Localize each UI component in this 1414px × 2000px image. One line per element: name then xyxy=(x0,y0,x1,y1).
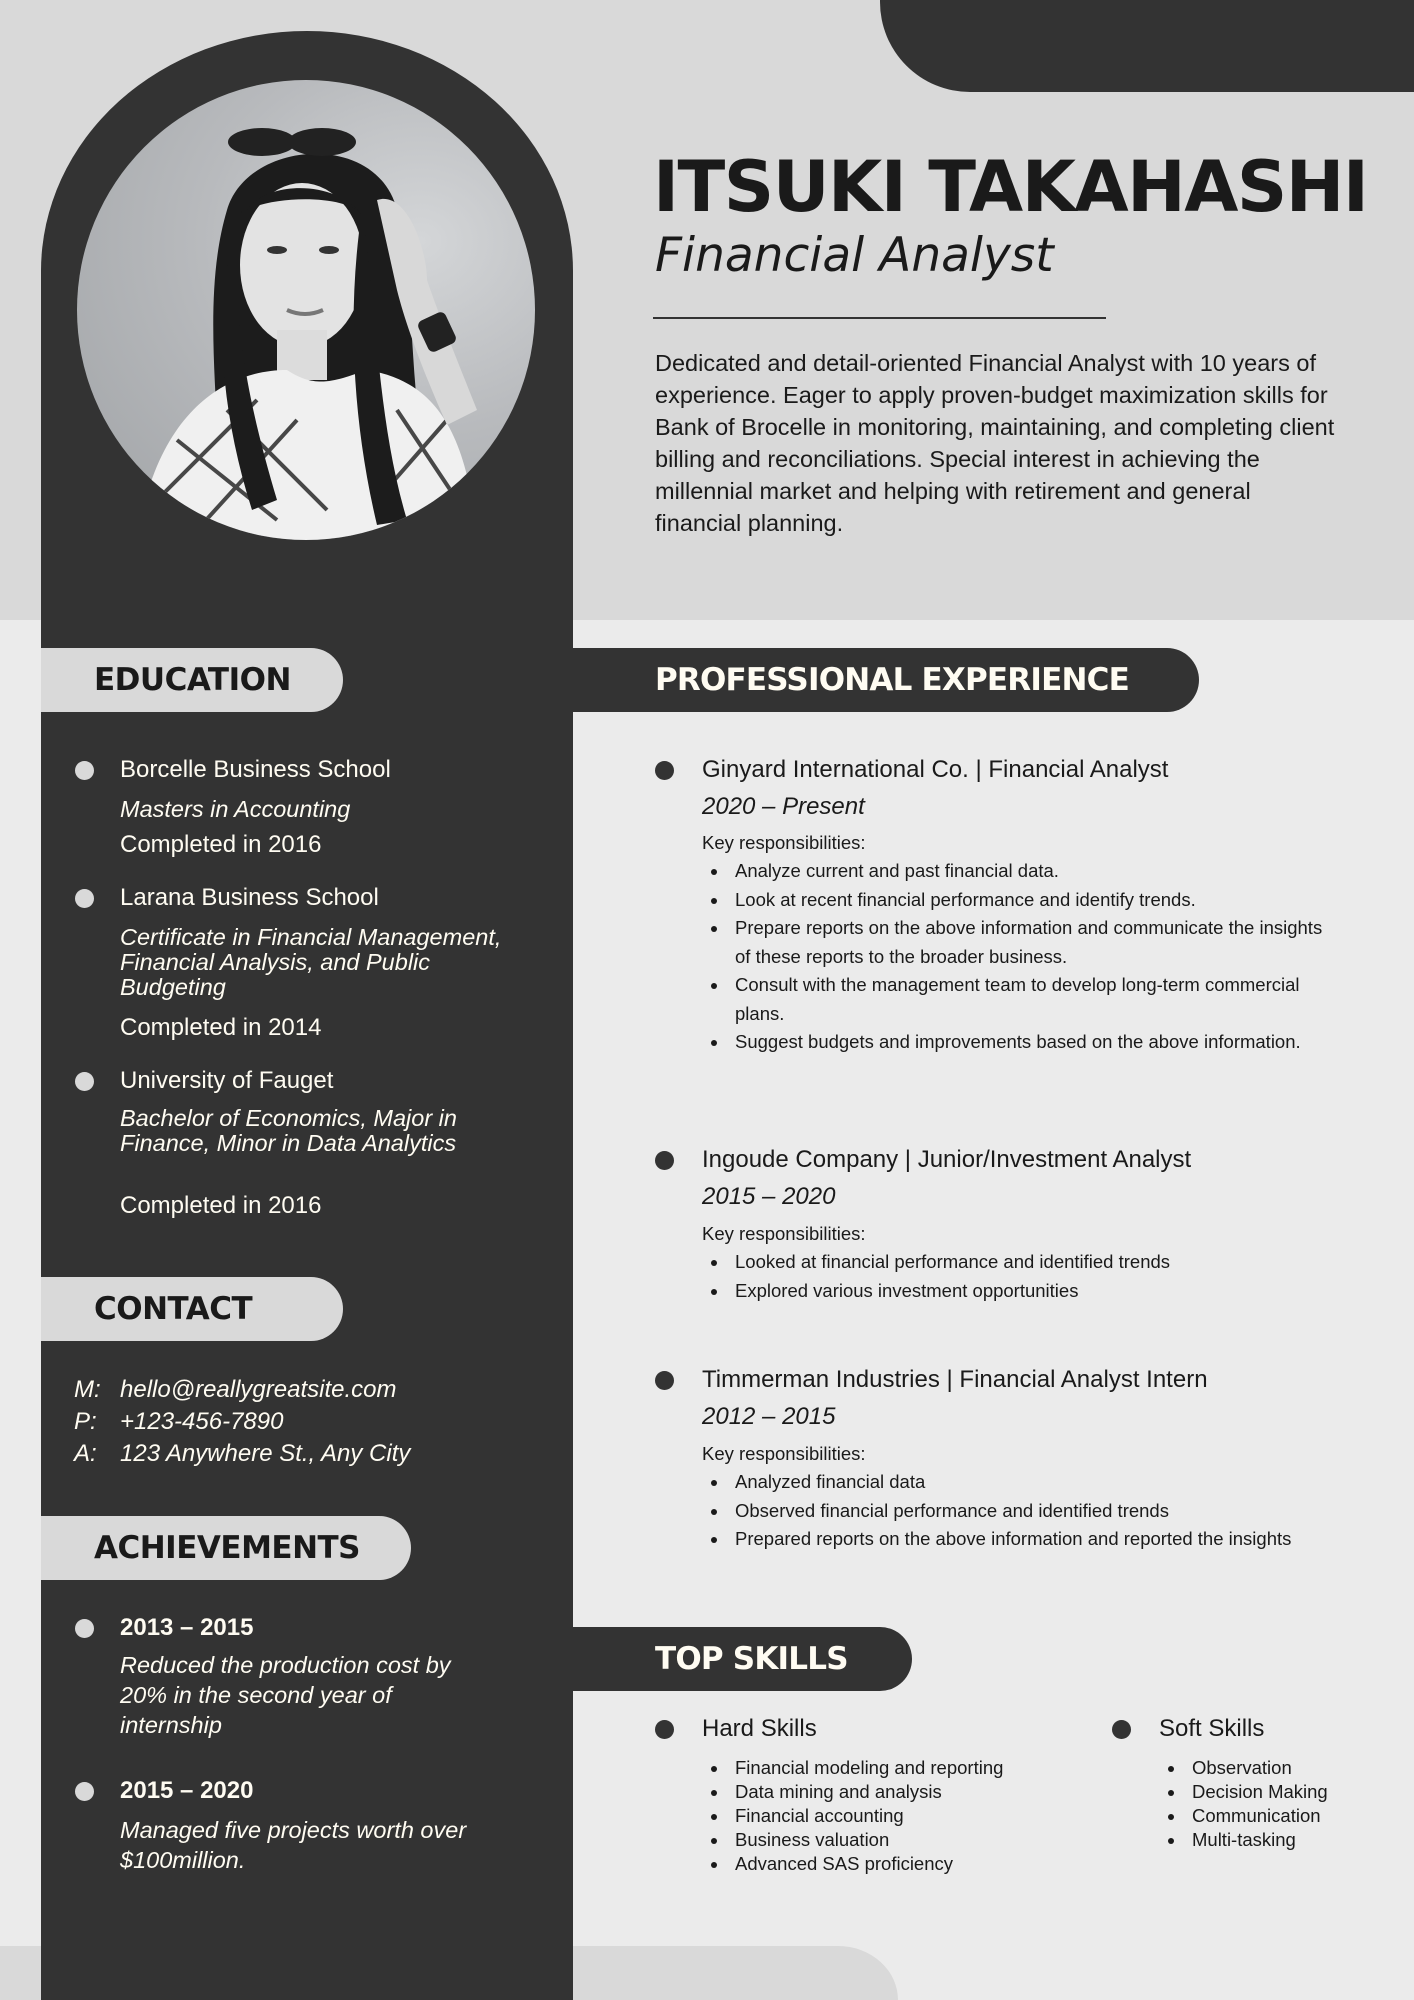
bullet-dot-icon xyxy=(655,761,674,780)
hard-skills-list xyxy=(702,1756,1122,1876)
header-divider xyxy=(653,317,1106,319)
candidate-role: Financial Analyst xyxy=(655,228,1054,283)
responsibility-item: Analyze current and past financial data. xyxy=(702,857,1342,886)
skill-item: Communication xyxy=(1159,1804,1409,1828)
achievement-text: Managed five projects worth over $100million. xyxy=(120,1817,467,1873)
job-responsibilities xyxy=(702,1248,1342,1305)
profile-photo xyxy=(77,80,535,540)
bullet-dot-icon xyxy=(1112,1720,1131,1739)
skill-item: Multi-tasking xyxy=(1159,1828,1409,1852)
education-school: Larana Business School xyxy=(120,884,379,911)
responsibility-item: Explored various investment opportunities xyxy=(702,1277,1342,1306)
skill-item: Financial accounting xyxy=(702,1804,1122,1828)
education-school: University of Fauget xyxy=(120,1067,334,1094)
skill-item: Business valuation xyxy=(702,1828,1122,1852)
job-responsibilities xyxy=(702,1468,1342,1554)
bullet-dot-icon xyxy=(75,1072,94,1091)
soft-skills-title: Soft Skills xyxy=(1159,1715,1265,1742)
candidate-name: ITSUKI TAKAHASHI xyxy=(653,146,1368,228)
contact-phone-row xyxy=(74,1406,554,1438)
job-period: 2020 – Present xyxy=(702,793,865,820)
skills-heading: TOP SKILLS xyxy=(573,1627,912,1691)
responsibility-item: Prepared reports on the above information and reported the insights xyxy=(702,1525,1342,1554)
education-completed: Completed in 2016 xyxy=(120,1192,322,1219)
contact-label: P: xyxy=(74,1408,97,1435)
soft-skills-list xyxy=(1159,1756,1409,1852)
bullet-dot-icon xyxy=(655,1720,674,1739)
contact-email-row xyxy=(74,1374,554,1406)
contact-list xyxy=(74,1374,554,1470)
job-period: 2015 – 2020 xyxy=(702,1183,836,1210)
bullet-dot-icon xyxy=(75,761,94,780)
portrait-photo-icon xyxy=(77,80,535,540)
bullet-dot-icon xyxy=(75,1619,94,1638)
responsibility-item: Consult with the management team to develop long-term commercial plans. xyxy=(702,971,1342,1028)
achievement-period: 2013 – 2015 xyxy=(120,1614,254,1641)
responsibility-item: Analyzed financial data xyxy=(702,1468,1342,1497)
bullet-dot-icon xyxy=(655,1371,674,1390)
skill-item: Decision Making xyxy=(1159,1780,1409,1804)
contact-email[interactable]: hello@reallygreatsite.com xyxy=(120,1376,397,1403)
education-degree: Masters in Accounting xyxy=(120,796,351,822)
key-responsibilities-label: Key responsibilities: xyxy=(702,1443,866,1464)
job-responsibilities xyxy=(702,857,1342,1057)
bullet-dot-icon xyxy=(655,1151,674,1170)
education-completed: Completed in 2016 xyxy=(120,831,322,858)
key-responsibilities-label: Key responsibilities: xyxy=(702,1223,866,1244)
skill-item: Advanced SAS proficiency xyxy=(702,1852,1122,1876)
contact-heading: CONTACT xyxy=(41,1277,343,1341)
achievements-heading: ACHIEVEMENTS xyxy=(41,1516,411,1580)
responsibility-item: Prepare reports on the above information and communicate the insights of these reports to the broader business. xyxy=(702,914,1342,971)
contact-phone[interactable]: +123-456-7890 xyxy=(120,1408,284,1435)
contact-label: A: xyxy=(74,1440,97,1467)
education-completed: Completed in 2014 xyxy=(120,1014,322,1041)
experience-heading: PROFESSIONAL EXPERIENCE xyxy=(573,648,1199,712)
achievement-text: Reduced the production cost by 20% in the second year of internship xyxy=(120,1652,451,1738)
hard-skills-title: Hard Skills xyxy=(702,1715,817,1742)
job-title: Timmerman Industries | Financial Analyst Intern xyxy=(702,1366,1208,1393)
achievement-period: 2015 – 2020 xyxy=(120,1777,254,1804)
job-title: Ginyard International Co. | Financial Analyst xyxy=(702,756,1169,783)
contact-label: M: xyxy=(74,1376,101,1403)
education-school: Borcelle Business School xyxy=(120,756,391,783)
education-degree: Bachelor of Economics, Major in Finance, Minor in Data Analytics xyxy=(120,1105,457,1156)
job-title: Ingoude Company | Junior/Investment Analyst xyxy=(702,1146,1192,1173)
bullet-dot-icon xyxy=(75,1782,94,1801)
responsibility-item: Look at recent financial performance and identify trends. xyxy=(702,886,1342,915)
contact-address: 123 Anywhere St., Any City xyxy=(120,1440,411,1467)
bullet-dot-icon xyxy=(75,889,94,908)
profile-summary: Dedicated and detail-oriented Financial Analyst with 10 years of experience. Eager to apply proven-budget maximization skills for Bank of Brocelle in monitoring, maintaining, and completing client billing and reconciliations. Special interest in achieving the millennial market and helping with retirement and general financial planning. xyxy=(655,350,1335,536)
education-degree: Certificate in Financial Management, Financial Analysis, and Public Budgeting xyxy=(120,924,502,1000)
top-right-decorative-shape xyxy=(880,0,1414,92)
education-heading: EDUCATION xyxy=(41,648,343,712)
key-responsibilities-label: Key responsibilities: xyxy=(702,832,866,853)
job-period: 2012 – 2015 xyxy=(702,1403,836,1430)
responsibility-item: Suggest budgets and improvements based on the above information. xyxy=(702,1028,1342,1057)
contact-address-row xyxy=(74,1438,554,1470)
skill-item: Data mining and analysis xyxy=(702,1780,1122,1804)
skill-item: Observation xyxy=(1159,1756,1409,1780)
responsibility-item: Observed financial performance and identified trends xyxy=(702,1497,1342,1526)
responsibility-item: Looked at financial performance and identified trends xyxy=(702,1248,1342,1277)
skill-item: Financial modeling and reporting xyxy=(702,1756,1122,1780)
